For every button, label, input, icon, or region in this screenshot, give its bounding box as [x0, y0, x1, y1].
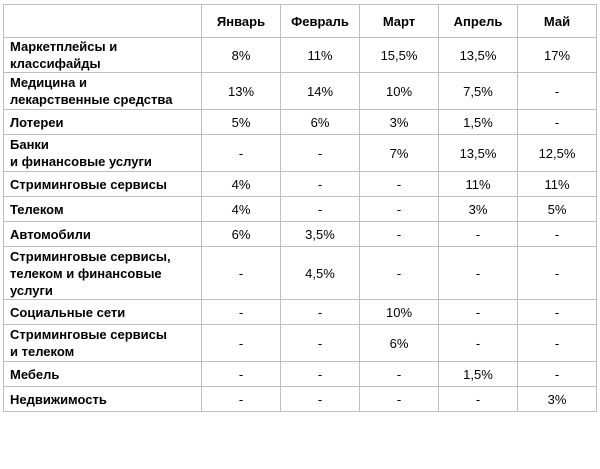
table-cell: -	[360, 247, 439, 300]
table-row	[4, 247, 597, 300]
table-cell: 15,5%	[360, 38, 439, 73]
table-cell: -	[202, 362, 281, 387]
table-cell: 11%	[439, 172, 518, 197]
table-row	[4, 172, 597, 197]
table-row	[4, 222, 597, 247]
table-row	[4, 110, 597, 135]
table-cell: -	[202, 387, 281, 412]
table-cell: -	[439, 222, 518, 247]
table-cell: -	[518, 300, 597, 325]
table-cell: -	[360, 172, 439, 197]
table-cell: -	[360, 197, 439, 222]
table-cell: 14%	[281, 73, 360, 110]
header-month: Май	[518, 5, 597, 38]
header-month: Апрель	[439, 5, 518, 38]
table-cell: -	[518, 325, 597, 362]
table-cell: 4%	[202, 172, 281, 197]
table-cell: 6%	[360, 325, 439, 362]
table-cell: 1,5%	[439, 362, 518, 387]
table-cell: -	[202, 135, 281, 172]
table-cell: -	[360, 387, 439, 412]
row-label: Стриминговые сервисы	[4, 172, 202, 197]
table-cell: 10%	[360, 73, 439, 110]
table-cell: -	[281, 135, 360, 172]
table-cell: -	[518, 110, 597, 135]
table-cell: 12,5%	[518, 135, 597, 172]
table-cell: -	[518, 362, 597, 387]
table-row	[4, 325, 597, 362]
table-cell: 7,5%	[439, 73, 518, 110]
table-cell: 6%	[281, 110, 360, 135]
table-row	[4, 362, 597, 387]
table-cell: -	[439, 387, 518, 412]
row-label: Социальные сети	[4, 300, 202, 325]
header-corner	[4, 5, 202, 38]
table-cell: 10%	[360, 300, 439, 325]
row-label: Лотереи	[4, 110, 202, 135]
table-cell: -	[518, 247, 597, 300]
table-cell: -	[518, 73, 597, 110]
table-cell: 3%	[439, 197, 518, 222]
table-cell: 13,5%	[439, 135, 518, 172]
table-cell: -	[360, 222, 439, 247]
table-cell: 4,5%	[281, 247, 360, 300]
row-label: Автомобили	[4, 222, 202, 247]
table-cell: 13,5%	[439, 38, 518, 73]
table-cell: 11%	[518, 172, 597, 197]
header-month: Март	[360, 5, 439, 38]
data-table	[3, 4, 597, 412]
row-label: Медицина и лекарственные средства	[4, 73, 202, 110]
table-cell: -	[281, 172, 360, 197]
table-cell: 5%	[518, 197, 597, 222]
table-cell: -	[281, 300, 360, 325]
table-cell: -	[281, 197, 360, 222]
table-row	[4, 135, 597, 172]
table-row	[4, 387, 597, 412]
header-row	[4, 5, 597, 38]
row-label: Стриминговые сервисы, телеком и финансовые услуги	[4, 247, 202, 300]
row-label: Мебель	[4, 362, 202, 387]
row-label: Недвижимость	[4, 387, 202, 412]
table-cell: 17%	[518, 38, 597, 73]
table-cell: -	[202, 325, 281, 362]
table-body	[4, 38, 597, 412]
table-cell: 4%	[202, 197, 281, 222]
row-label: Стриминговые сервисы и телеком	[4, 325, 202, 362]
table-row	[4, 73, 597, 110]
table-cell: -	[360, 362, 439, 387]
table-cell: 3%	[518, 387, 597, 412]
row-label: Маркетплейсы и классифайды	[4, 38, 202, 73]
table-cell: -	[439, 300, 518, 325]
table-cell: -	[202, 247, 281, 300]
row-label: Телеком	[4, 197, 202, 222]
table-cell: 11%	[281, 38, 360, 73]
table-row	[4, 197, 597, 222]
table-cell: 1,5%	[439, 110, 518, 135]
table-cell: 13%	[202, 73, 281, 110]
table-cell: -	[281, 387, 360, 412]
table-cell: -	[281, 325, 360, 362]
table-row	[4, 38, 597, 73]
table-cell: 5%	[202, 110, 281, 135]
table-cell: 6%	[202, 222, 281, 247]
table-row	[4, 300, 597, 325]
table-cell: -	[439, 247, 518, 300]
table-cell: 3%	[360, 110, 439, 135]
header-month: Январь	[202, 5, 281, 38]
table-cell: -	[281, 362, 360, 387]
header-month: Февраль	[281, 5, 360, 38]
table-cell: -	[518, 222, 597, 247]
table-cell: 3,5%	[281, 222, 360, 247]
table-cell: 7%	[360, 135, 439, 172]
row-label: Банки и финансовые услуги	[4, 135, 202, 172]
table-cell: 8%	[202, 38, 281, 73]
table-cell: -	[202, 300, 281, 325]
table-cell: -	[439, 325, 518, 362]
